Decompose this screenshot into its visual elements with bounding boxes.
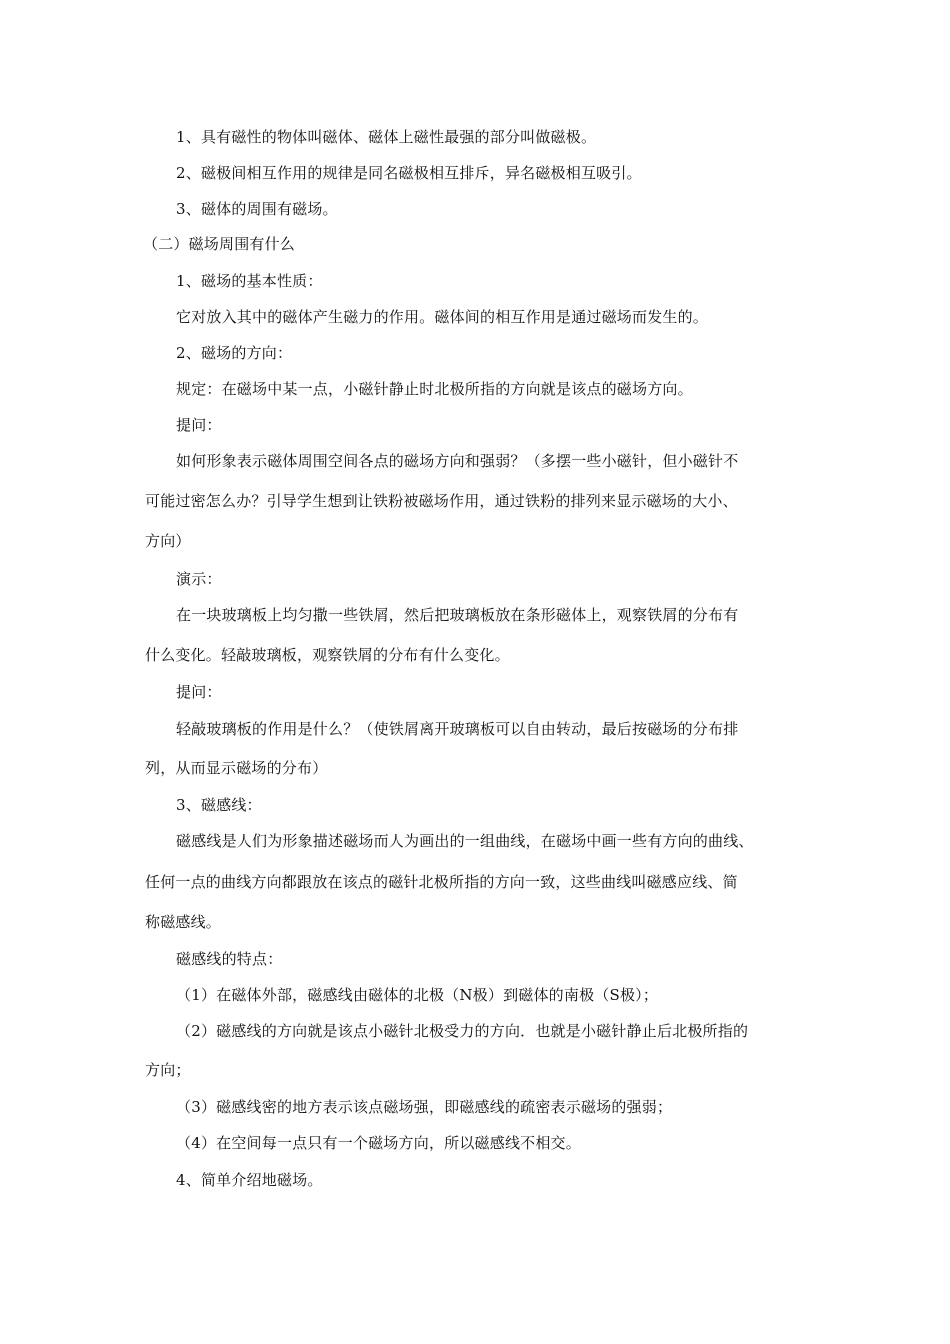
subheading: 4、简单介绍地磁场。: [176, 1171, 323, 1189]
label-line: 提问：: [176, 683, 222, 701]
paragraph-line: 任何一点的曲线方向都跟放在该点的磁针北极所指的方向一致，这些曲线叫磁感应线、简: [145, 873, 738, 891]
paragraph-line: 磁感线是人们为形象描述磁场而人为画出的一组曲线，在磁场中画一些有方向的曲线、: [176, 832, 754, 850]
label-line: 磁感线的特点：: [176, 950, 283, 968]
paragraph-line: 可能过密怎么办？引导学生想到让铁粉被磁场作用，通过铁粉的排列来显示磁场的大小、: [145, 492, 738, 510]
list-item: （1）在磁体外部，磁感线由磁体的北极（N极）到磁体的南极（S极）；: [176, 986, 659, 1004]
paragraph-line: 方向）: [145, 532, 191, 550]
label-line: 提问：: [176, 416, 222, 434]
paragraph-line: 2、磁极间相互作用的规律是同名磁极相互排斥，异名磁极相互吸引。: [176, 164, 642, 182]
paragraph-line: 什么变化。轻敲玻璃板，观察铁屑的分布有什么变化。: [145, 646, 510, 664]
paragraph-line: 列，从而显示磁场的分布）: [145, 759, 328, 777]
section-heading: （二）磁场周围有什么: [143, 235, 296, 253]
list-item: （2）磁感线的方向就是该点小磁针北极受力的方向．也就是小磁针静止后北极所指的: [176, 1022, 749, 1040]
list-item: （4）在空间每一点只有一个磁场方向，所以磁感线不相交。: [176, 1134, 581, 1152]
subheading: 2、磁场的方向：: [176, 344, 293, 362]
paragraph-line: 称磁感线。: [145, 913, 222, 931]
list-item: （3）磁感线密的地方表示该点磁场强，即磁感线的疏密表示磁场的强弱；: [176, 1098, 673, 1116]
subheading: 1、磁场的基本性质：: [176, 272, 323, 290]
paragraph-line: 它对放入其中的磁体产生磁力的作用。磁体间的相互作用是通过磁场而发生的。: [176, 308, 709, 326]
subheading: 3、磁感线：: [176, 796, 262, 814]
label-line: 演示：: [176, 570, 222, 588]
paragraph-line: 规定：在磁场中某一点，小磁针静止时北极所指的方向就是该点的磁场方向。: [176, 380, 693, 398]
list-item-continuation: 方向；: [145, 1061, 191, 1079]
paragraph-line: 1、具有磁性的物体叫磁体、磁体上磁性最强的部分叫做磁极。: [176, 128, 597, 146]
paragraph-line: 轻敲玻璃板的作用是什么？（使铁屑离开玻璃板可以自由转动，最后按磁场的分布排: [176, 720, 739, 738]
paragraph-line: 如何形象表示磁体周围空间各点的磁场方向和强弱？（多摆一些小磁针，但小磁针不: [176, 452, 739, 470]
paragraph-line: 在一块玻璃板上均匀撒一些铁屑，然后把玻璃板放在条形磁体上，观察铁屑的分布有: [176, 606, 739, 624]
paragraph-line: 3、磁体的周围有磁场。: [176, 200, 338, 218]
